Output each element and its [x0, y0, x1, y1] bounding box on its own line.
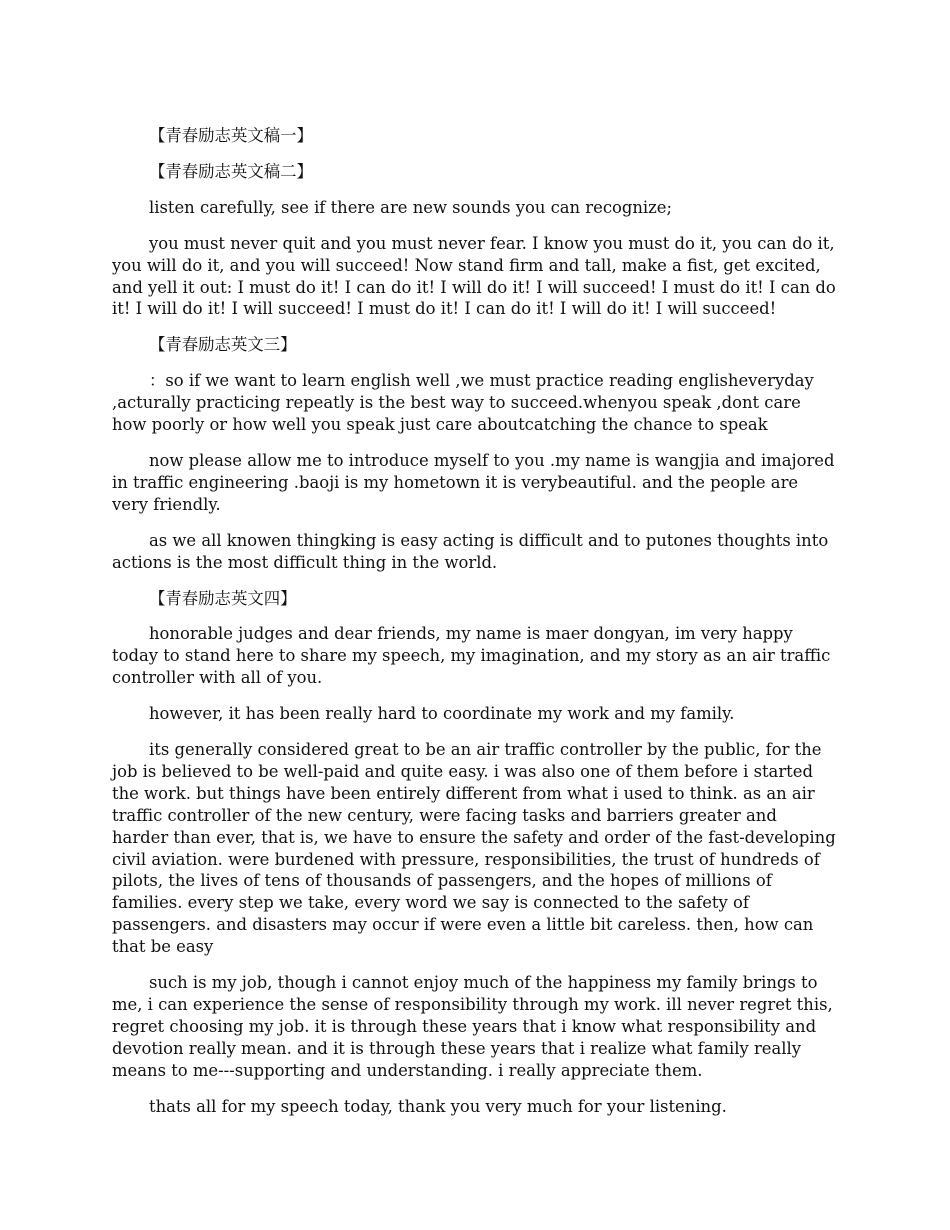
paragraph: such is my job, though i cannot enjoy much of the happiness my family brings to me, i can experience the sense of responsibility through my work. ill never regret this, regret choosing my job. it is through these years that i know what responsibility and devotion really mean. and it is through these years that i realize what family really means to me---supporting and understanding. i really appreciate them.: [112, 973, 833, 1080]
paragraph: honorable judges and dear friends, my name is maer dongyan, im very happy today to stand here to share my speech, my imagination, and my story as an air traffic controller with all of you.: [112, 624, 831, 688]
paragraph: now please allow me to introduce myself to you .my name is wangjia and imajored in traffic engineering .baoji is my hometown it is verybeautiful. and the people are very friendly.: [112, 450, 835, 514]
paragraph: thats all for my speech today, thank you very much for your listening.: [149, 1096, 727, 1116]
paragraph: you must never quit and you must never fear. I know you must do it, you can do it, you will do it, and you will succeed! Now stand firm and tall, make a fist, get excited, and yell it out: I must do it! I can do it! I will do it! I will succeed! I must do it! I can do it! I will do it! I will succeed! I must do it! I can do it! I will do it! I will succeed!: [112, 233, 836, 319]
paragraph: ：so if we want to learn english well ,we must practice reading englisheveryday ,acturally practicing repeatly is the best way to succeed.whenyou speak ,dont care how poorly or how well you speak just care aboutcatching the chance to speak: [112, 371, 814, 435]
paragraph: its generally considered great to be an air traffic controller by the public, for the job is believed to be well-paid and quite easy. i was also one of them before i started the work. but things have been entirely different from what i used to think. as an air traffic controller of the new century, were facing tasks and barriers greater and harder than ever, that is, we have to ensure the safety and order of the fast-developing civil aviation. were burdened with pressure, responsibilities, the trust of hundreds of pilots, the lives of tens of thousands of passengers, and the hopes of millions of families. every step we take, every word we say is connected to the safety of passengers. and disasters may occur if were even a little bit careless. then, how can that be easy: [112, 740, 836, 957]
paragraph: as we all knowen thingking is easy acting is difficult and to putones thoughts into actions is the most difficult thing in the world.: [112, 530, 829, 572]
section-heading-1: 【青春励志英文稿一】: [149, 126, 313, 145]
document-body: [112, 125, 838, 1132]
paragraph: listen carefully, see if there are new sounds you can recognize;: [149, 197, 673, 217]
section-heading-4: 【青春励志英文四】: [149, 588, 297, 608]
paragraph: however, it has been really hard to coordinate my work and my family.: [149, 704, 735, 724]
section-heading-3: 【青春励志英文三】: [149, 335, 297, 355]
section-heading-2: 【青春励志英文稿二】: [149, 161, 313, 181]
